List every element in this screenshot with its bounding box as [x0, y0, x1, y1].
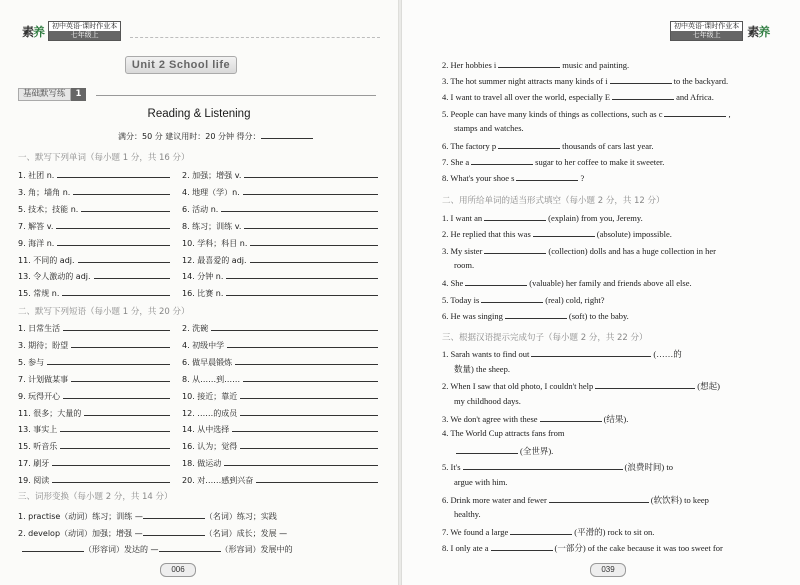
sentence-text: healthy.	[454, 509, 481, 519]
item-prompt: 8. 练习；训练 v.	[182, 221, 242, 231]
item-prompt: 7. 计划做某事	[18, 374, 69, 384]
list-item	[18, 372, 170, 385]
list-item	[18, 168, 170, 181]
sentence-text: 5. People can have many kinds of things as collections, such as c	[442, 108, 663, 119]
answer-blank[interactable]	[62, 286, 170, 296]
list-item	[182, 422, 378, 435]
item-prompt: 14. 从中选择	[182, 425, 230, 435]
part1-heading: 一、默写下列单词（每小题 1 分，共 16 分）	[18, 153, 190, 163]
item-prompt: 17. 刷牙	[18, 459, 50, 469]
answer-blank[interactable]	[243, 185, 378, 195]
fill-item	[442, 155, 664, 167]
list-item	[182, 473, 378, 486]
sentence-text: 3. My sister	[442, 245, 483, 256]
brand-header	[22, 20, 121, 42]
sentence-text: 5. It's	[442, 462, 461, 473]
item-prompt: 3. 期待；盼望	[18, 340, 69, 350]
sentence-text: 2. Her hobbies i	[442, 60, 497, 70]
wordform-item-1	[18, 509, 277, 522]
answer-blank[interactable]	[211, 321, 378, 331]
answer-blank[interactable]	[484, 211, 546, 221]
answer-blank[interactable]	[481, 293, 543, 303]
answer-blank[interactable]	[57, 236, 170, 246]
list-item	[182, 219, 378, 232]
sentence-text: 6. Drink more water and fewer	[442, 494, 547, 505]
answer-blank[interactable]	[516, 171, 578, 181]
item-prompt: 15. 听音乐	[18, 442, 58, 452]
list-item	[18, 286, 170, 299]
answer-blank[interactable]	[63, 321, 170, 331]
list-item	[182, 321, 378, 334]
list-item	[182, 253, 378, 266]
answer-blank[interactable]	[491, 541, 553, 551]
brand-logo: 素养	[747, 24, 770, 39]
sentence-text: (软饮料) to keep	[650, 494, 709, 505]
answer-blank[interactable]	[52, 456, 170, 466]
sentence-text: (全世界).	[520, 446, 554, 457]
sentence-text: 1. I want an	[442, 213, 483, 223]
list-item	[18, 456, 170, 469]
sentence-text: 4. She	[442, 278, 464, 289]
sentence-text: 4. The World Cup attracts fans from	[442, 428, 565, 438]
answer-blank[interactable]	[240, 439, 378, 449]
answer-blank[interactable]	[94, 269, 170, 279]
answer-blank[interactable]	[221, 202, 378, 212]
sentence-text: (结果).	[603, 413, 629, 424]
answer-blank[interactable]	[47, 355, 170, 365]
wordform-prompt: 2. develop（动词）加强；增强 —	[18, 529, 143, 538]
part3-heading: 三、词形变换（每小题 2 分，共 14 分）	[18, 492, 173, 502]
answer-blank[interactable]	[71, 372, 170, 382]
answer-blank[interactable]	[232, 422, 378, 432]
answer-blank[interactable]	[484, 244, 546, 254]
list-item	[18, 269, 170, 282]
sentence-text: (real) cold, right?	[545, 294, 605, 305]
sentence-text: (explain) from you, Jeremy.	[548, 213, 643, 223]
answer-blank[interactable]	[226, 286, 378, 296]
answer-blank[interactable]	[22, 542, 84, 552]
brand-series-box	[670, 21, 743, 41]
fill-item	[442, 74, 728, 86]
wordform-item-2-cont	[22, 542, 293, 555]
sentence-text: (想起)	[697, 381, 720, 392]
sentence-item	[442, 541, 723, 554]
answer-blank[interactable]	[471, 155, 533, 165]
answer-blank[interactable]	[595, 379, 695, 389]
sentence-item	[442, 379, 720, 392]
answer-blank[interactable]	[256, 473, 378, 483]
series-label: 初中英语·课时作业本	[49, 22, 120, 31]
sentence-text: and Africa.	[676, 92, 714, 103]
sentence-text: (collection) dolls and has a huge collection in her	[548, 245, 716, 256]
sentence-item	[454, 477, 507, 487]
item-prompt: 9. 海洋 n.	[18, 238, 55, 248]
score-line	[118, 129, 313, 142]
sentence-text: room.	[454, 259, 475, 270]
answer-blank[interactable]	[664, 107, 726, 117]
answer-blank[interactable]	[143, 526, 205, 536]
fill-item	[442, 293, 605, 305]
item-prompt: 6. 做早晨锻炼	[182, 357, 233, 367]
item-prompt: 4. 地理（学）n.	[182, 187, 240, 197]
wordform-prompt: （形容词）发展中的	[220, 545, 293, 554]
item-prompt: 1. 社团 n.	[18, 171, 55, 180]
list-item	[182, 202, 378, 215]
list-item	[18, 422, 170, 435]
item-prompt: 18. 做运动	[182, 459, 222, 469]
item-prompt: 5. 技术；技能 n.	[18, 204, 79, 214]
sentence-item	[442, 493, 709, 506]
item-prompt: 13. 事实上	[18, 425, 58, 435]
answer-blank[interactable]	[143, 509, 205, 519]
item-prompt: 9. 玩得开心	[18, 391, 61, 401]
sentence-text: (absolute) impossible.	[596, 229, 672, 240]
list-item	[18, 473, 170, 486]
answer-blank[interactable]	[498, 58, 560, 68]
fill-item	[442, 90, 714, 102]
fill-item	[442, 244, 716, 256]
answer-blank[interactable]	[227, 338, 378, 348]
item-prompt: 12. ……的成员	[182, 408, 238, 418]
answer-blank[interactable]	[610, 74, 672, 84]
sentence-text: ?	[580, 173, 585, 184]
answer-blank[interactable]	[244, 219, 378, 229]
wordform-prompt: （名词）练习；实践	[204, 512, 277, 521]
list-item	[18, 219, 170, 232]
brand-series-box	[48, 21, 121, 41]
answer-blank[interactable]	[505, 309, 567, 319]
list-item	[182, 439, 378, 452]
item-prompt: 1. 日常生活	[18, 324, 61, 333]
sentence-text: 8. I only ate a	[442, 543, 489, 554]
sentence-item	[454, 396, 521, 406]
unit-title: Unit 2 School life	[125, 56, 237, 74]
fill-item	[442, 107, 731, 119]
sentence-text: (一部分) of the cake because it was too sweet for	[554, 543, 723, 554]
section-tag	[18, 88, 86, 101]
item-prompt: 12. 最喜爱的 adj.	[182, 255, 247, 265]
list-item	[18, 321, 170, 334]
sentence-text: 5. Today is	[442, 294, 480, 305]
score-text: 满分：50 分 建议用时：20 分钟 得分：	[118, 132, 261, 141]
sentence-text: (soft) to the baby.	[568, 310, 629, 321]
sentence-text: (valuable) her family and friends above all else.	[529, 278, 692, 289]
item-prompt: 4. 初级中学	[182, 340, 225, 350]
wordform-item-2	[18, 526, 287, 539]
list-item	[182, 168, 378, 181]
list-item	[182, 269, 378, 282]
fill-item	[454, 260, 474, 270]
sentence-text: (……的	[653, 349, 682, 359]
item-prompt: 8. 从……到……	[182, 374, 241, 384]
fill-item	[442, 227, 672, 239]
grade-label: 七年级上	[49, 31, 120, 40]
sentence-text: ,	[728, 108, 731, 119]
fill-item	[442, 276, 692, 288]
answer-blank[interactable]	[510, 525, 572, 535]
answer-blank[interactable]	[52, 473, 170, 483]
fill-item	[442, 309, 629, 321]
answer-blank[interactable]	[531, 347, 651, 357]
item-prompt: 19. 阅读	[18, 476, 50, 486]
item-prompt: 3. 角；墙角 n.	[18, 187, 71, 197]
fill-item	[442, 139, 654, 151]
item-prompt: 16. 认为；觉得	[182, 442, 238, 452]
list-item	[18, 253, 170, 266]
right-part3-heading: 三、根据汉语提示完成句子（每小题 2 分，共 22 分）	[442, 333, 648, 343]
wordform-prompt: （形容词）发达的 —	[84, 545, 159, 554]
answer-blank[interactable]	[498, 139, 560, 149]
sentence-item	[442, 460, 673, 473]
answer-blank[interactable]	[63, 389, 170, 399]
sentence-item	[442, 412, 628, 425]
item-prompt: 2. 加强；增强 v.	[182, 171, 242, 180]
sentence-text: 1. Sarah wants to find out	[442, 349, 530, 359]
answer-blank[interactable]	[549, 493, 649, 503]
item-prompt: 11. 不同的 adj.	[18, 255, 75, 265]
series-label: 初中英语·课时作业本	[671, 22, 742, 31]
fill-item	[442, 58, 629, 70]
answer-blank[interactable]	[244, 168, 378, 178]
sentence-text: 2. When I saw that old photo, I couldn't help	[442, 381, 594, 392]
item-prompt: 15. 常规 n.	[18, 289, 60, 299]
answer-blank[interactable]	[73, 185, 170, 195]
exercise-title: Reading & Listening	[147, 108, 251, 120]
sentence-text: 7. She a	[442, 157, 470, 168]
sentence-text: (浪费时间) to	[624, 462, 673, 473]
answer-blank[interactable]	[463, 460, 623, 470]
answer-blank[interactable]	[235, 355, 378, 365]
sentence-text: 6. He was singing	[442, 310, 503, 321]
list-item	[182, 236, 378, 249]
item-prompt: 14. 分钟 n.	[182, 272, 224, 282]
list-item	[182, 406, 378, 419]
list-item	[18, 389, 170, 402]
sentence-text: thousands of cars last year.	[562, 141, 654, 151]
answer-blank[interactable]	[159, 542, 221, 552]
sentence-item	[442, 525, 654, 538]
item-prompt: 10. 接近；靠近	[182, 391, 238, 401]
item-prompt: 5. 参与	[18, 357, 45, 367]
list-item	[18, 338, 170, 351]
sentence-text: 6. The factory p	[442, 141, 497, 151]
sentence-text: music and painting.	[562, 60, 630, 70]
answer-blank[interactable]	[81, 202, 170, 212]
sentence-text: sugar to her coffee to make it sweeter.	[535, 157, 665, 168]
item-prompt: 7. 解答 v.	[18, 221, 54, 231]
list-item	[182, 389, 378, 402]
item-prompt: 20. 对……感到兴奋	[182, 476, 254, 486]
list-item	[18, 236, 170, 249]
answer-blank[interactable]	[465, 276, 527, 286]
part2-heading: 二、默写下列短语（每小题 1 分，共 20 分）	[18, 307, 190, 317]
answer-blank[interactable]	[240, 406, 378, 416]
item-prompt: 6. 活动 n.	[182, 204, 219, 214]
sentence-text: argue with him.	[454, 476, 508, 487]
sentence-item	[454, 444, 553, 457]
page-number: 006	[160, 563, 196, 577]
section-label: 基础默写练	[18, 88, 71, 101]
sentence-item	[442, 347, 682, 360]
answer-blank[interactable]	[533, 227, 595, 237]
answer-blank[interactable]	[224, 456, 378, 466]
brand-header	[670, 20, 769, 42]
answer-blank[interactable]	[250, 236, 378, 246]
item-prompt: 2. 洗碗	[182, 324, 209, 333]
wordform-prompt: （名词）成长；发展 —	[204, 529, 288, 538]
list-item	[182, 355, 378, 368]
answer-blank[interactable]	[56, 219, 170, 229]
answer-blank[interactable]	[71, 338, 170, 348]
answer-blank[interactable]	[240, 389, 378, 399]
sentence-text: my childhood days.	[454, 395, 521, 406]
sentence-text: to the backyard.	[673, 76, 729, 87]
list-item	[182, 372, 378, 385]
brand-logo: 素养	[22, 24, 45, 39]
answer-blank[interactable]	[456, 444, 518, 454]
answer-blank[interactable]	[540, 412, 602, 422]
sentence-text: 4. I want to travel all over the world, especially E	[442, 92, 611, 103]
list-item	[182, 456, 378, 469]
answer-blank[interactable]	[612, 90, 674, 100]
section-number: 1	[71, 88, 87, 101]
answer-blank[interactable]	[57, 168, 170, 178]
sentence-text: 7. We found a large	[442, 527, 509, 538]
item-prompt: 11. 很多；大量的	[18, 408, 82, 418]
sentence-text: stamps and watches.	[454, 122, 524, 133]
wordform-prompt: 1. practise（动词）练习；训练 —	[18, 512, 143, 521]
right-part2-heading: 二、用所给单词的适当形式填空（每小题 2 分，共 12 分）	[442, 196, 665, 206]
right-page	[402, 0, 800, 585]
answer-blank[interactable]	[243, 372, 378, 382]
list-item	[182, 185, 378, 198]
fill-item	[442, 211, 643, 223]
sentence-text: 2. He replied that this was	[442, 229, 531, 240]
list-item	[18, 185, 170, 198]
sentence-item	[454, 509, 481, 519]
page-number: 039	[590, 563, 626, 577]
section-rule	[96, 95, 376, 96]
list-item	[18, 355, 170, 368]
sentence-text: 数量) the sheep.	[454, 364, 510, 375]
answer-blank[interactable]	[78, 253, 170, 263]
fill-item	[454, 123, 524, 133]
list-item	[18, 439, 170, 452]
sentence-item	[454, 363, 510, 375]
answer-blank[interactable]	[60, 422, 170, 432]
list-item	[18, 406, 170, 419]
list-item	[182, 338, 378, 351]
fill-item	[442, 171, 584, 183]
sentence-text: 3. We don't agree with these	[442, 413, 538, 424]
answer-blank[interactable]	[226, 269, 378, 279]
sentence-text: 8. What's your shoe s	[442, 173, 515, 184]
answer-blank[interactable]	[84, 406, 170, 416]
sentence-text: 3. The hot summer night attracts many kinds of i	[442, 76, 608, 87]
answer-blank[interactable]	[250, 253, 378, 263]
sentence-item	[442, 428, 564, 438]
header-divider	[130, 37, 380, 38]
list-item	[182, 286, 378, 299]
item-prompt: 13. 令人激动的 adj.	[18, 272, 91, 282]
grade-label: 七年级上	[671, 31, 742, 40]
list-item	[18, 202, 170, 215]
score-blank[interactable]	[261, 129, 313, 139]
item-prompt: 16. 比赛 n.	[182, 289, 224, 299]
sentence-text: (平滑的) rock to sit on.	[574, 527, 655, 538]
left-page	[0, 0, 398, 585]
answer-blank[interactable]	[60, 439, 170, 449]
item-prompt: 10. 学科；科目 n.	[182, 238, 248, 248]
